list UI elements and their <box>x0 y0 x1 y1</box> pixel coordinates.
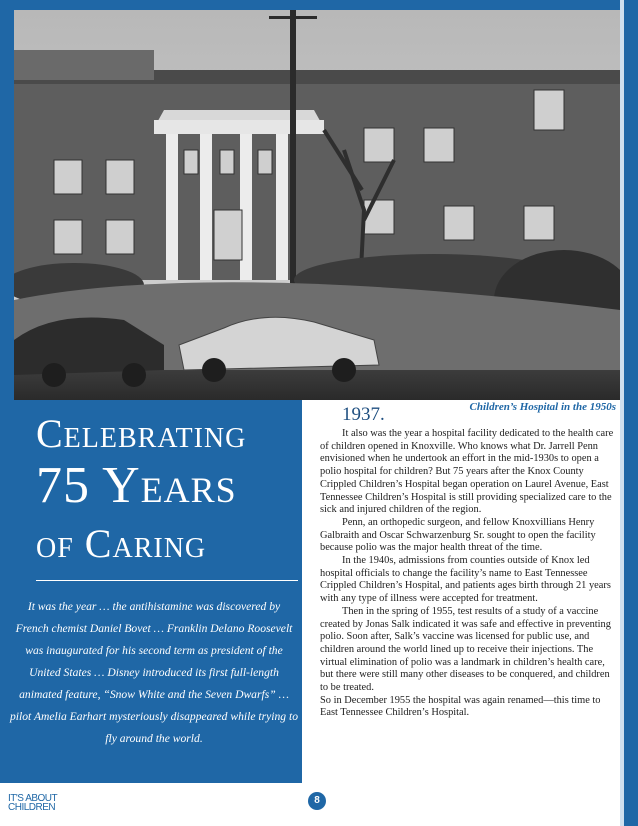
logo-line-2: CHILDREN <box>8 802 56 813</box>
page-number: 8 <box>308 792 326 810</box>
headline-line-1: Celebrating <box>36 411 247 456</box>
article-column <box>320 402 616 720</box>
headline-line-2: 75 Years <box>36 457 237 514</box>
its-about-children-logo <box>8 794 78 812</box>
photo-caption: Children’s Hospital in the 1950s <box>469 401 616 413</box>
frame-top-bar <box>0 0 638 10</box>
intro-text: It was the year … the antihistamine was discovered by French chemist Daniel Bovet … Franklin Delano Roosevelt was inaugurated for his second term as president of the United States … Disney introduced its first full-length animated feature, “Snow White and the Seven Dwarfs” … pilot Amelia Earhart mysteriously disappeared while trying to fly around the world. <box>10 600 299 745</box>
article-year: 1937. <box>342 404 385 425</box>
article-paragraph: So in December 1955 the hospital was again renamed—this time to East Tennessee Children’s Hospital. <box>320 694 601 719</box>
frame-left-bar <box>0 0 14 400</box>
article-paragraph: In the 1940s, admissions from counties outside of Knox led hospital officials to change the facility’s name to East Tennessee Crippled Children’s Hospital, and patients ages birth through 21 years with any type of illness were accepted for treatment. <box>320 555 611 605</box>
logo-line-1: IT'S ABOUT <box>8 793 58 804</box>
frame-right-bar <box>624 0 638 826</box>
article-paragraph: It also was the year a hospital facility dedicated to the health care of children opened in Knoxville. Who knows what Dr. Jarrell Penn envisioned when he undertook an effort in the mid-1930s to open a polio hospital for children? But 75 years after the Knox County Crippled Children’s Hospital began operation on Laurel Avenue, East Tennessee Children’s Hospital is still providing specialized care to the sick and injured children of the region. <box>320 428 614 516</box>
article-paragraph: Then in the spring of 1955, test results of a study of a vaccine created by Jonas Salk indicated it was safe and effective in preventing polio. Soon after, Salk’s vaccine was licensed for public use, and children around the world lined up to receive their injections. The virtual elimination of polio was a landmark in children’s health care, but there were still many other diseases to be conquered, and children to be treated. <box>320 605 611 694</box>
intro-panel <box>0 400 302 783</box>
headline-divider <box>36 580 298 581</box>
hospital-photo <box>14 10 620 400</box>
article-paragraph: Penn, an orthopedic surgeon, and fellow Knoxvillians Henry Galbraith and Oscar Schwarzenburg Sr. sought to open the facility because polio was the major health threat of the time. <box>320 516 596 554</box>
headline-line-3: of Caring <box>36 521 207 566</box>
